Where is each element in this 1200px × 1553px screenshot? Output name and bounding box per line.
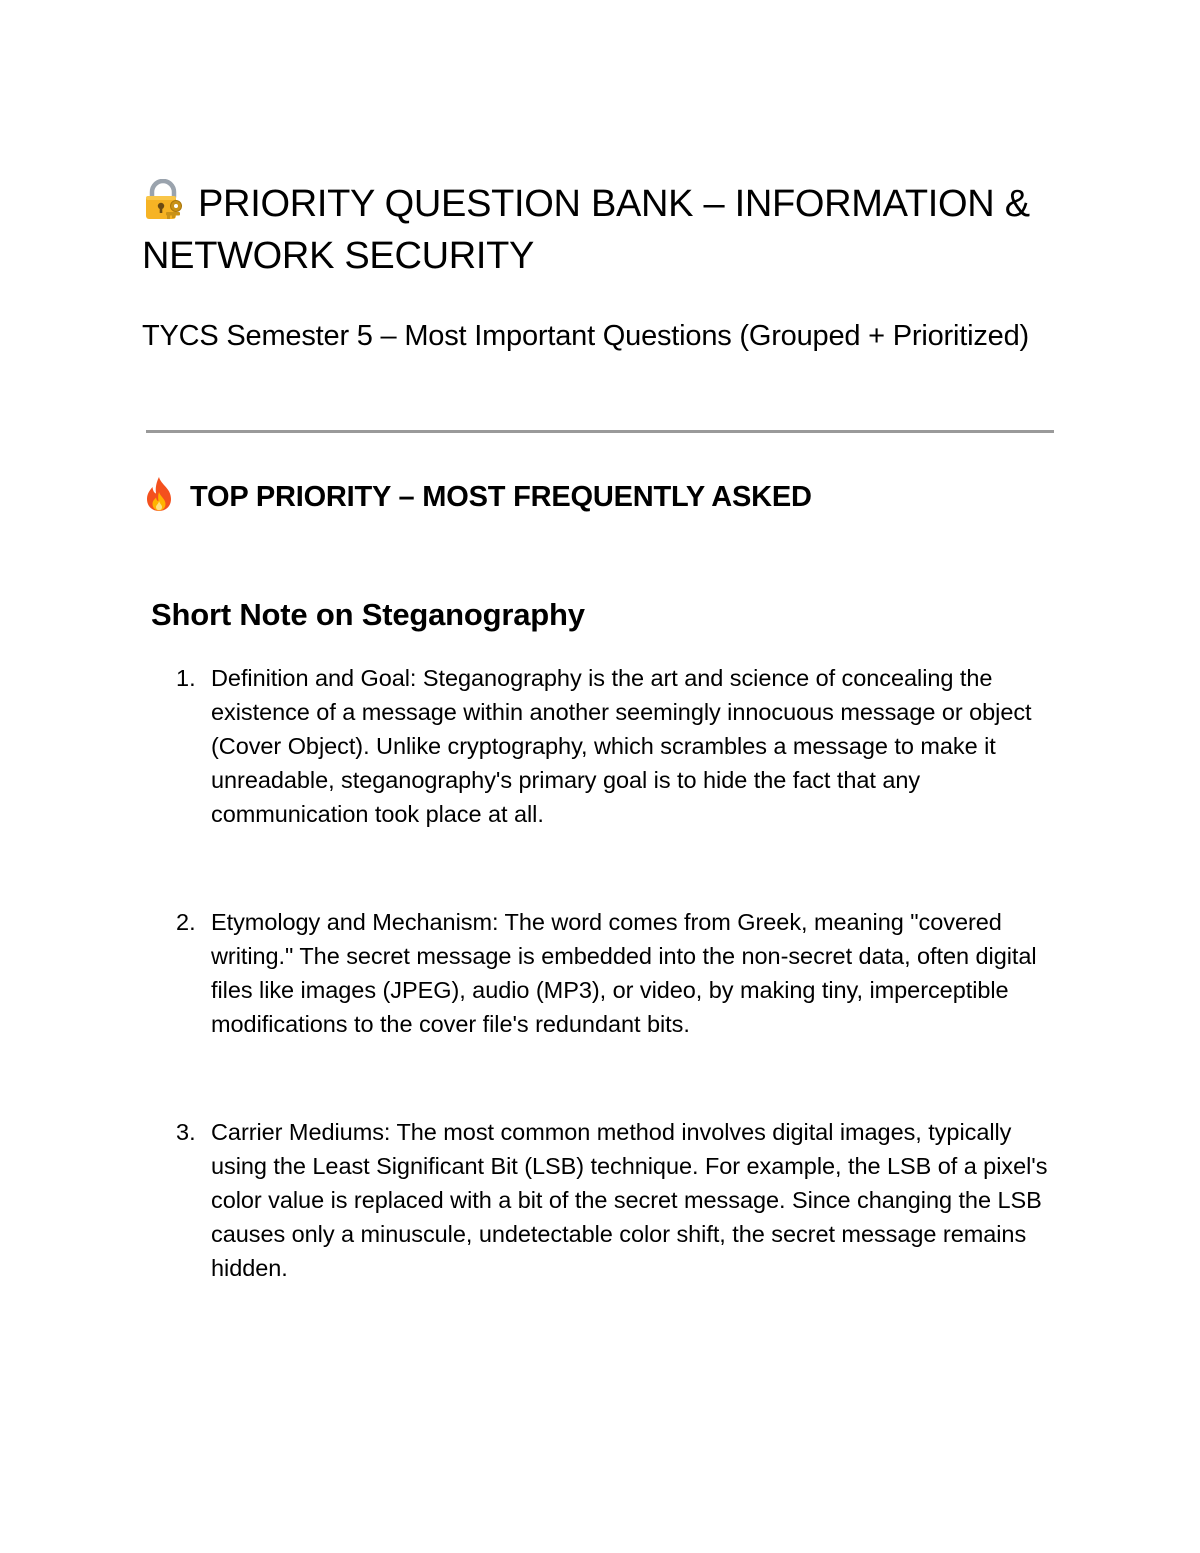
list-item-text: Definition and Goal: Steganography is the art and science of concealing the existence of a message within another seemingly innocuous message or object (Cover Object). Unlike cryptography, which scrambles a message to make it unreadable, steganography's primary goal is to hide the fact that any communication took place at all. — [211, 665, 1032, 827]
note-title: Short Note on Steganography — [151, 597, 585, 632]
list-item-number: 2. — [176, 909, 196, 935]
document-title — [142, 178, 1062, 282]
list-item-text: Etymology and Mechanism: The word comes from Greek, meaning "covered writing." The secret message is embedded into the non-secret data, often digital files like images (JPEG), audio (MP3), or video, by making tiny, imperceptible modifications to the cover file's redundant bits. — [211, 909, 1037, 1037]
list-item-number: 1. — [176, 665, 196, 691]
section-heading — [142, 476, 1042, 517]
document-subtitle: TYCS Semester 5 – Most Important Questions (Grouped + Prioritized) — [142, 320, 1029, 352]
horizontal-divider — [146, 430, 1054, 433]
locked-with-key-icon — [142, 179, 184, 221]
section-heading-text: TOP PRIORITY – MOST FREQUENTLY ASKED — [190, 481, 812, 513]
list-item-number: 3. — [176, 1119, 196, 1145]
list-item-text: Carrier Mediums: The most common method involves digital images, typically using the Least Significant Bit (LSB) technique. For example, the LSB of a pixel's color value is replaced with a bit of the secret message. Since changing the LSB causes only a minuscule, undetectable color shift, the secret message remains hidden. — [211, 1119, 1048, 1281]
fire-icon — [142, 476, 176, 512]
document-title-text: PRIORITY QUESTION BANK – INFORMATION & NETWORK SECURITY — [142, 183, 1030, 277]
